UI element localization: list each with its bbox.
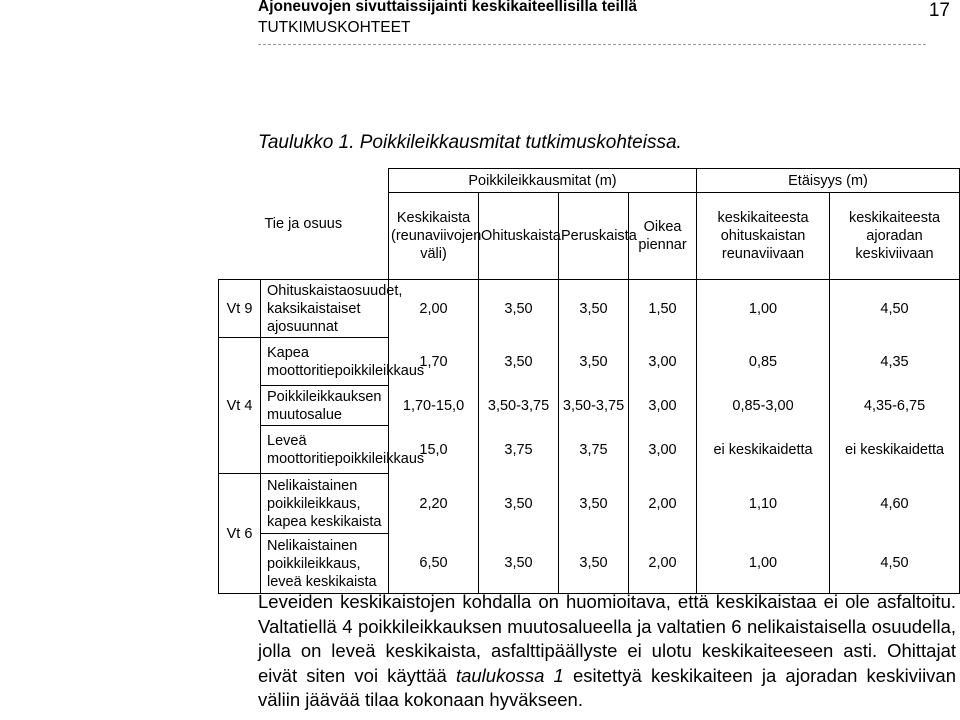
value-cell: 0,85-3,00 xyxy=(697,386,830,426)
value-cell: 1,00 xyxy=(697,534,830,594)
table-group-header-row xyxy=(219,169,960,193)
road-id-cell: Vt 9 xyxy=(219,280,261,338)
cross-section-table xyxy=(218,168,960,594)
value-cell: 4,50 xyxy=(830,280,960,338)
header-dist-passing: keskikaiteesta ohituskaistan reunaviivaan xyxy=(697,193,830,280)
value-cell: 3,75 xyxy=(559,426,629,474)
table-caption: Taulukko 1. Poikkileikkausmitat tutkimuskohteissa. xyxy=(258,132,682,153)
header-basic-lane: Peruskaista xyxy=(559,193,629,280)
value-cell: 15,0 xyxy=(389,426,479,474)
table-row xyxy=(219,534,960,594)
value-cell: 1,70-15,0 xyxy=(389,386,479,426)
value-cell: 3,50 xyxy=(559,280,629,338)
value-cell: 3,50-3,75 xyxy=(559,386,629,426)
table-row xyxy=(219,338,960,386)
table-row xyxy=(219,474,960,534)
section-cell: Poikkileikkauksen muutosalue xyxy=(261,386,389,426)
value-cell: 3,50 xyxy=(479,474,559,534)
paragraph-text-1: Leveiden keskikaistojen kohdalla on huomioitava, että keskikaistaa ei ole asfaltoitu. Valtatiellä 4 poikkileikkauksen muutosalueella ja valtatien 6 nelikaistaisella osuudella, jolla on leveä keskikaista, asfalttipäällyste ei ulotu keskikaiteeseen asti. Ohittajat eivät siten voi käyttää xyxy=(258,591,956,686)
section-cell: Nelikaistainen poikkileikkaus, kapea keskikaista xyxy=(261,474,389,534)
value-cell: 4,50 xyxy=(830,534,960,594)
value-cell: 1,50 xyxy=(629,280,697,338)
value-cell: 3,50 xyxy=(559,474,629,534)
header-divider xyxy=(258,44,926,45)
value-cell: ei keskikaidetta xyxy=(830,426,960,474)
value-cell: 3,50 xyxy=(479,534,559,594)
value-cell: 3,50 xyxy=(559,338,629,386)
header-title: Ajoneuvojen sivuttaissijainti keskikaiteellisilla teillä xyxy=(258,0,638,15)
value-cell: 1,70 xyxy=(389,338,479,386)
value-cell: 6,50 xyxy=(389,534,479,594)
header-dist-center: keskikaiteesta ajoradan keskiviivaan xyxy=(830,193,960,280)
value-cell: 1,10 xyxy=(697,474,830,534)
header-road: Tie ja osuus xyxy=(219,169,389,280)
value-cell: 0,85 xyxy=(697,338,830,386)
header-median: Keskikaista (reunaviivojen väli) xyxy=(389,193,479,280)
value-cell: 2,20 xyxy=(389,474,479,534)
value-cell: 3,00 xyxy=(629,338,697,386)
value-cell: 2,00 xyxy=(629,474,697,534)
value-cell: 4,35-6,75 xyxy=(830,386,960,426)
value-cell: 2,00 xyxy=(389,280,479,338)
header-cross-section-group: Poikkileikkausmitat (m) xyxy=(389,169,697,193)
value-cell: 4,60 xyxy=(830,474,960,534)
header-passing-lane: Ohituskaista xyxy=(479,193,559,280)
value-cell: 3,50-3,75 xyxy=(479,386,559,426)
page-number: 17 xyxy=(928,0,950,21)
paragraph-table-reference: taulukossa 1 xyxy=(455,664,564,686)
value-cell: 3,50 xyxy=(479,280,559,338)
header-distance-group: Etäisyys (m) xyxy=(697,169,960,193)
section-cell: Leveä moottoritiepoikkileikkaus xyxy=(261,426,389,474)
value-cell: 3,50 xyxy=(479,338,559,386)
body-paragraph xyxy=(258,590,956,713)
value-cell: 3,75 xyxy=(479,426,559,474)
road-id-cell: Vt 4 xyxy=(219,338,261,474)
table-row xyxy=(219,280,960,338)
value-cell: 1,00 xyxy=(697,280,830,338)
road-id-cell: Vt 6 xyxy=(219,474,261,594)
table-row xyxy=(219,386,960,426)
table-row xyxy=(219,426,960,474)
value-cell: 2,00 xyxy=(629,534,697,594)
section-cell: Nelikaistainen poikkileikkaus, leveä keskikaista xyxy=(261,534,389,594)
section-cell: Ohituskaistaosuudet, kaksikaistaiset ajosuunnat xyxy=(261,280,389,338)
header-subtitle: TUTKIMUSKOHTEET xyxy=(258,19,411,36)
header-right-shoulder: Oikea piennar xyxy=(629,193,697,280)
value-cell: 3,50 xyxy=(559,534,629,594)
value-cell: 4,35 xyxy=(830,338,960,386)
value-cell: ei keskikaidetta xyxy=(697,426,830,474)
page-header xyxy=(258,0,958,48)
value-cell: 3,00 xyxy=(629,426,697,474)
value-cell: 3,00 xyxy=(629,386,697,426)
paragraph-text-2: esitettyä keskikaiteen ja ajoradan keskiviivan väliin jäävää tilaa kokonaan hyväkseen. xyxy=(258,664,957,710)
section-cell: Kapea moottoritiepoikkileikkaus xyxy=(261,338,389,386)
